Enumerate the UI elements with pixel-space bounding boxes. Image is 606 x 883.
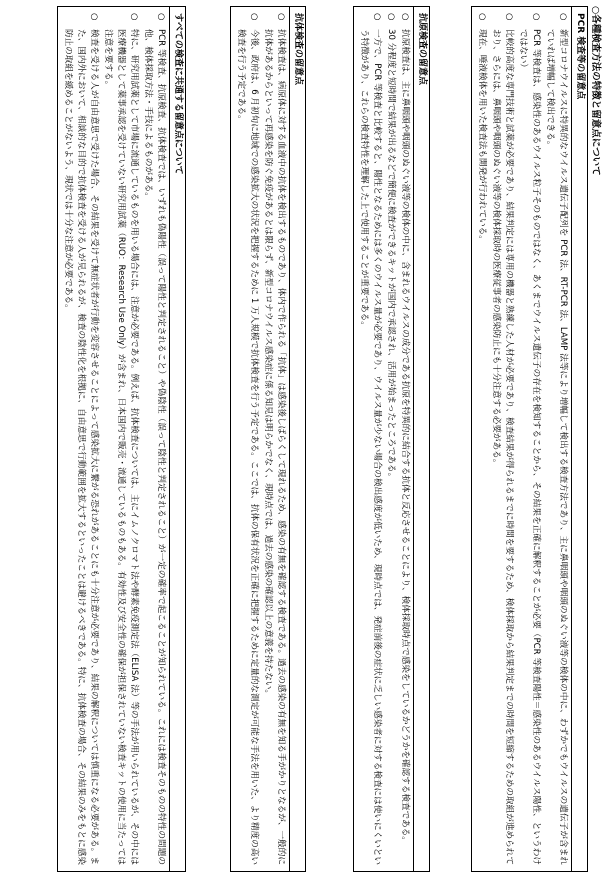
bullet-icon: ○ [372, 13, 382, 21]
bullet-icon: ○ [386, 13, 396, 21]
bullet-icon: ○ [400, 13, 410, 21]
bullet-icon: ○ [558, 13, 568, 21]
list-item: ○ 新型コロナウイルスに特異的なウイルス遺伝子配列を PCR 法、RT-PCR 法、LAMP 法等により増幅して検出する検査方法であり、主に鼻咽頭や咽頭のぬぐい液等の検体の中に、わずかでもウイルスの遺伝子が含まれていれば増幅して検出できる。 [545, 13, 568, 865]
page-title: ○各種検査方法の特徴と留意点について [590, 6, 601, 176]
list-item: ○ 抗原検査は、主に鼻咽頭や咽頭のぬぐい液等の検体の中に、含まれるウイルスの成分である抗原を特異的に結合する抗体と反応させることにより、検体採取時点で感染をしているかどうかを確認する検査である。 [400, 13, 410, 845]
bullet-icon: ○ [504, 13, 514, 21]
list-item: ○ PCR 等検査は、感染性のあるウイルス粒子そのものではなく、あくまでウイルス遺伝子の存在を検知することから、その結果を正確に解釈することが必要（PCR 等検査陽性＝感染性のあるウイルス陽性、というわけではない） [518, 13, 541, 865]
bullet-icon: ○ [249, 13, 259, 21]
list-item: ○ PCR 等検査、抗原検査、抗体検査では、いずれも偽陽性（誤って陽性と判定されること）や偽陰性（誤って陰性と判定されること）が一定の確率で起こることが知られている。これには検査そのものの特性の問題の他、検体採取方法・手技によるものがある。 [143, 13, 166, 865]
list-item: ○ 今後、政府は、6 月初旬に地域での感染拡大の状況を把握するために 1 万人規模で抗体検査を行う予定である。ここでは、抗体の保有状況を正確に把握するために定量的な測定が可能な手法を用いた、より精度の高い検査を行う予定である。 [236, 13, 259, 865]
list-item: ○ 特に、研究用試薬として市場に流通しているものを用いる場合には、注意が必要である。例えば、抗体検査については、主にイムノクロマト法や酵素免疫測定法（ELISA 法）等の手法が用いられているが、その中には医療機器として薬事承認を受けていない研究用試薬（RUO：Research Use Only）が含まれ、日本国内で販売・流通しているものもある。有効性及び安全性の確保が担保されていない検査キットの使用に当たっては注意を要する。 [103, 13, 139, 865]
list-item: ○ 抗体検査は、病原体に対する血液中の抗体を検出するものであり、体内で作られる「抗体」は感染後しばらくして現れるため、感染の有無を確認する検査である。過去の感染の有無を知る手がかりとなるが、一般的に抗体があるからといって再感染を防ぐ免疫があるとは限らず、新型コロナウイルス感染症に係る知見は明らかでなく、現時点では、過去の感染の確認以上の意義を持たない。 [263, 13, 286, 865]
antibody-section-header: 抗体検査の留意点 [289, 7, 305, 871]
list-item: ○ 現在、唾液検体を用いた検査法も開発が行われている。 [477, 13, 487, 244]
list-item: ○ 検査を受ける人が自由意思で受けた場合、その結果を受けて無症状者が行動を変容させることによって感染拡大に繋がる恐れがあることにも十分注意が必要であり、結果の解釈については慎重になる必要がある。また、国内外において、相談的な目的で抗体検査を受ける人が見られるが、検査の陰性化を根拠に、自由意思で行動範囲を拡大するといったことは避けるべきである。特に、抗体検査の場合、その結果のみをもとに感染防止の取組を緩めることがないよう、現状では十分な注意が必要である。 [63, 13, 99, 865]
bullet-icon: ○ [276, 13, 286, 21]
antigen-section-header: 抗原検査の留意点 [413, 7, 429, 871]
common-section [57, 6, 186, 872]
bullet-icon: ○ [531, 13, 541, 21]
antibody-section [230, 6, 306, 872]
list-item: ○ 比較的高度な専門技術と試薬が必要であり、結果判定には専用の機器と熟練した人材が必要であり、検査結果が得られるまでに時間を要するため、検体採取から結果判定までの時間を短縮するための取組が進められており、さらには、鼻咽頭や咽頭のぬぐい液等の検体採取時の医療従事者の感染防止にも十分注意する必要がある。 [491, 13, 514, 865]
pcr-section-header: PCR 検査等の留意点 [571, 7, 587, 871]
common-section-header: すべての検査に共通する留意点について [169, 7, 185, 871]
list-item: ○ 30 分程度と短時間で結果が出るなどで簡便に検査ができるキットが国内で承認され、活用が始まったところである。 [386, 13, 396, 482]
bullet-icon: ○ [156, 13, 166, 21]
bullet-icon: ○ [129, 13, 139, 21]
list-item: ○ 一方で、PCR 等検査と比較すると、陽性となるためには多くのウイルス量が必要であり、ウイルス量が少ない場合の検出感度が低いため、現時点では、発症前後の症状に乏しい感染者に対する検査には使いにくいという特徴があり、これらの検査特性を理解した上で使用することが重要である。 [359, 13, 382, 865]
pcr-section [471, 6, 588, 872]
bullet-icon: ○ [89, 13, 99, 21]
bullet-icon: ○ [477, 13, 487, 21]
antigen-section [353, 6, 430, 872]
